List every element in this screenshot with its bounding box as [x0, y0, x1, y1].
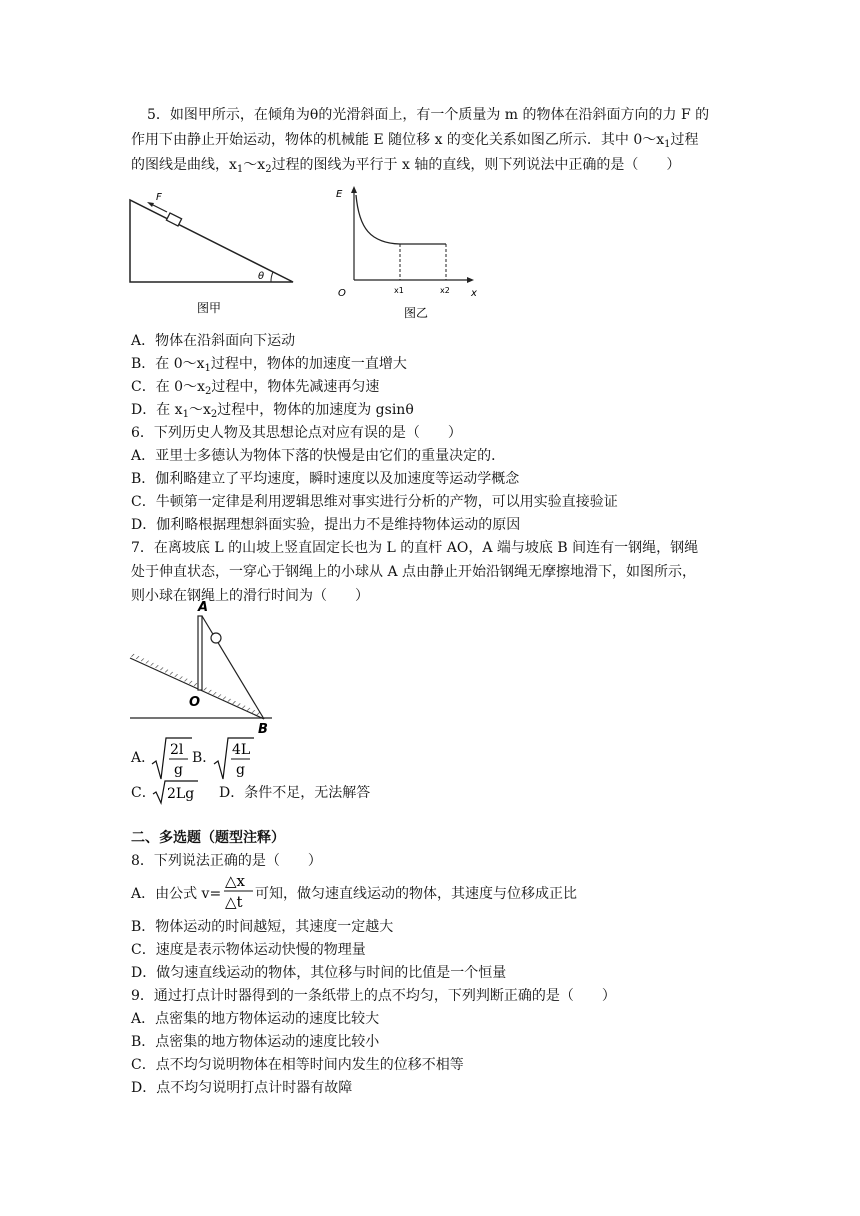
q9-option-c: C．点不均匀说明物体在相等时间内发生的位移不相等: [131, 1057, 464, 1073]
q7-line1: 7．在离坡底 L 的山坡上竖直固定长也为 L 的直杆 AO，A 端与坡底 B 间连有一钢绳，钢绳: [131, 540, 699, 556]
label-O: O: [189, 695, 201, 710]
q7-line2: 处于伸直状态，一穿心于钢绳上的小球从 A 点由静止开始沿钢绳无摩擦地滑下，如图所示，: [131, 564, 697, 580]
q8-option-a-fraction: [223, 869, 255, 913]
q8-option-a-text-a: A．由公式 v=: [131, 886, 222, 902]
q7-option-d: D．条件不足，无法解答: [219, 785, 371, 801]
q5-optb-a: B．在 0～x: [131, 356, 205, 372]
figure-yi: [332, 183, 487, 323]
block: [166, 213, 181, 226]
q5-optd-a: D．在 x: [131, 402, 183, 418]
q7-option-c-formula: [152, 778, 200, 806]
figure-q7: [126, 598, 281, 738]
q5-optd-sub2: 2: [210, 409, 218, 420]
force-arrowhead: [147, 202, 154, 207]
x1-label: x1: [394, 286, 404, 295]
origin-label: O: [338, 288, 346, 299]
q5-optd-b: ～x: [188, 402, 211, 418]
q5-line3-b: ～x: [243, 157, 266, 173]
q5-option-c: [131, 377, 379, 397]
q5-line2: [131, 130, 699, 150]
pole-AO: [198, 616, 202, 690]
q9-option-a: A．点密集的地方物体运动的速度比较大: [131, 1011, 380, 1027]
q5-optd-c: 过程中，物体的加速度为 gsinθ: [217, 402, 414, 418]
label-B: B: [258, 722, 268, 737]
q6-option-b: B．伽利略建立了平均速度，瞬时速度以及加速度等运动学概念: [131, 471, 520, 487]
frac-num: 4L: [232, 742, 251, 758]
q7-option-b-label: B．: [192, 750, 217, 766]
q8-option-d: D．做匀速直线运动的物体，其位移与时间的比值是一个恒量: [131, 965, 507, 981]
force-label: F: [156, 192, 162, 203]
q5-line3: [131, 155, 680, 175]
y-axis-label: E: [336, 189, 343, 200]
angle-arc: [271, 272, 273, 282]
q5-option-b: [131, 354, 407, 374]
q7-option-a-label: A．: [131, 750, 156, 766]
ball: [211, 633, 221, 643]
q8-option-b: B．物体运动的时间越短，其速度一定越大: [131, 919, 394, 935]
angle-label: θ: [258, 271, 265, 282]
y-axis-arrow: [351, 186, 357, 193]
q6-option-a: A．亚里士多德认为物体下落的快慢是由它们的重量决定的．: [131, 448, 506, 464]
q5-line3-sub2: 2: [265, 164, 272, 175]
section-heading: 二、多选题（题型注释）: [131, 830, 285, 846]
figure-jia: [125, 186, 305, 321]
q8-option-c: C．速度是表示物体运动快慢的物理量: [131, 942, 366, 958]
q5-line1: 5．如图甲所示，在倾角为θ的光滑斜面上，有一个质量为 m 的物体在沿斜面方向的力 F 的: [147, 107, 710, 123]
q5-line2-text: 作用下由静止开始运动，物体的机械能 E 随位移 x 的变化关系如图乙所示．其中 0～x: [131, 132, 665, 148]
q9-stem: 9．通过打点计时器得到的一条纸带上的点不均匀，下列判断正确的是（ ）: [131, 988, 616, 1004]
energy-curve: [356, 195, 446, 244]
caption-jia: 图甲: [197, 301, 222, 315]
x2-label: x2: [440, 286, 450, 295]
q5-line3-sub1: 1: [236, 164, 244, 175]
label-A: A: [198, 600, 209, 615]
frac-den: g: [236, 762, 245, 778]
q5-optc-b: 过程中，物体先减速再匀速: [211, 379, 380, 395]
q9-option-b: B．点密集的地方物体运动的速度比较小: [131, 1034, 380, 1050]
frac-num: 2l: [170, 742, 184, 758]
q5-line3-a: 的图线是曲线，x: [131, 157, 237, 173]
q9-option-d: D．点不均匀说明打点计时器有故障: [131, 1080, 353, 1096]
q7-option-c-label: C．: [131, 785, 156, 801]
q5-option-a: A．物体在沿斜面向下运动: [131, 333, 296, 349]
radicand: 2Lg: [167, 786, 195, 802]
q5-line2-end: 过程: [670, 132, 699, 148]
q5-optc-a: C．在 0～x: [131, 379, 205, 395]
q6-option-d: D．伽利略根据理想斜面实验，提出力不是维持物体运动的原因: [131, 517, 521, 533]
frac-den: △t: [225, 893, 243, 911]
q7-option-b-formula: [212, 734, 256, 782]
q5-line2-sub: 1: [664, 139, 671, 150]
q7-line3: 则小球在钢绳上的滑行时间为（ ）: [131, 588, 369, 604]
q6-stem: 6．下列历史人物及其思想论点对应有误的是（ ）: [131, 425, 462, 441]
q7-option-a-formula: [150, 734, 194, 782]
x-axis-arrow: [467, 277, 474, 283]
q5-optc-sub: 2: [204, 386, 212, 397]
x-axis-label: x: [471, 288, 477, 299]
q5-optb-sub: 1: [204, 363, 211, 374]
q8-option-a-text-b: 可知，做匀速直线运动的物体，其速度与位移成正比: [255, 886, 577, 902]
q5-optd-sub1: 1: [182, 409, 189, 420]
frac-den: g: [174, 762, 183, 778]
q5-optb-b: 过程中，物体的加速度一直增大: [210, 356, 407, 372]
q6-option-c: C．牛顿第一定律是利用逻辑思维对事实进行分析的产物，可以用实验直接验证: [131, 494, 618, 510]
q5-line3-c: 过程的图线为平行于 x 轴的直线，则下列说法中正确的是（ ）: [271, 157, 681, 173]
incline-triangle: [130, 200, 293, 282]
frac-num: △x: [225, 872, 245, 890]
q5-option-d: [131, 400, 414, 420]
q8-stem: 8．下列说法正确的是（ ）: [131, 853, 322, 869]
caption-yi: 图乙: [404, 306, 429, 320]
